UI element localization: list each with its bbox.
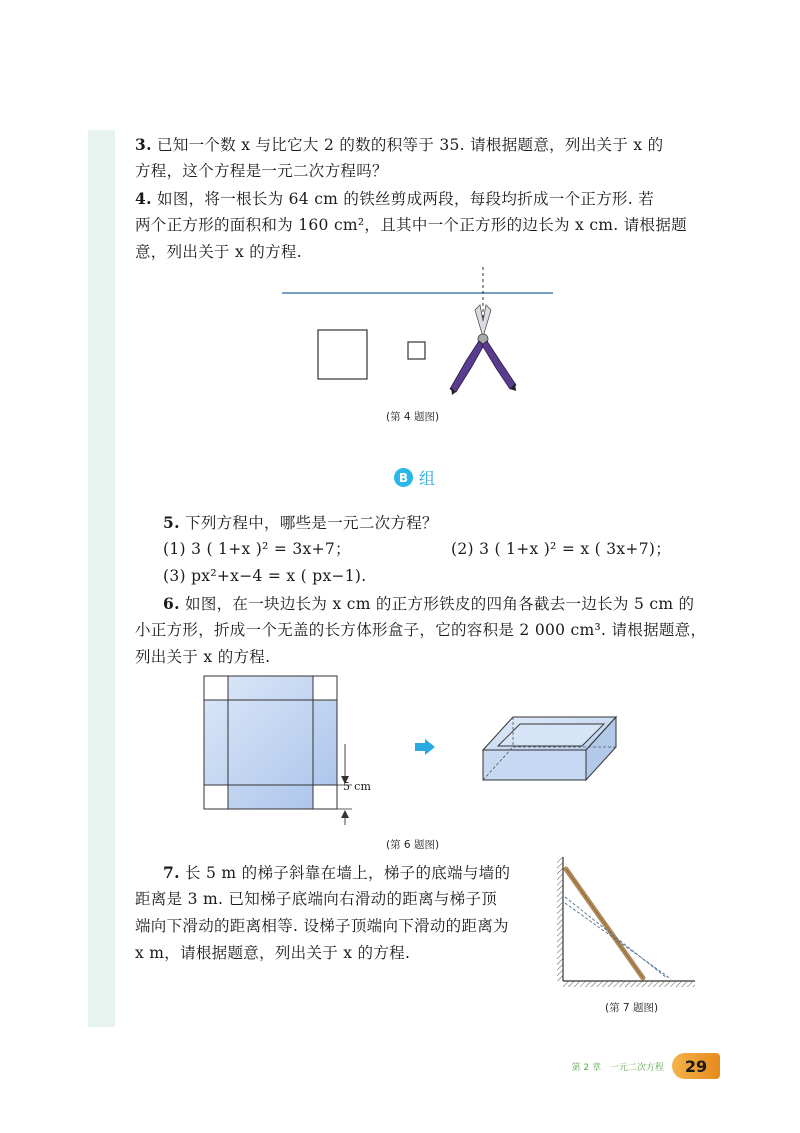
group-badge: B	[394, 468, 413, 487]
corner-cut	[313, 785, 337, 809]
figure-6-box	[478, 712, 623, 787]
page-number: 29	[672, 1053, 720, 1079]
figure-7	[555, 853, 705, 993]
figure-6-net	[200, 672, 380, 832]
problem-7-line-2: 距离是 3 m. 已知梯子底端向右滑动的距离与梯子顶	[135, 890, 498, 908]
page-footer	[572, 1053, 720, 1079]
figure-6-caption: (第 6 题图)	[386, 839, 440, 851]
figure-4-caption: (第 4 题图)	[386, 411, 440, 423]
problem-6-line-2: 小正方形，折成一个无盖的长方体形盒子，它的容积是 2 000 cm³. 请根据题意，	[135, 621, 707, 639]
group-b-header	[394, 466, 435, 489]
problem-3-line-2: 方程，这个方程是一元二次方程吗？	[135, 162, 388, 180]
problem-4-line-2: 两个正方形的面积和为 160 cm²，且其中一个正方形的边长为 x cm. 请根据题	[135, 216, 687, 234]
problem-3-line-1: 3. 已知一个数 x 与比它大 2 的数的积等于 35. 请根据题意，列出关于 x 的	[135, 135, 664, 154]
problem-7-line-3: 端向下滑动的距离相等. 设梯子顶端向下滑动的距离为	[135, 917, 509, 935]
arrow-right-icon	[413, 738, 437, 756]
chapter-label: 第 2 章 一元二次方程	[571, 1062, 664, 1073]
problem-7-line-4: x m，请根据题意，列出关于 x 的方程.	[135, 944, 411, 962]
problem-4-line-1: 4. 如图，将一根长为 64 cm 的铁丝剪成两段，每段均折成一个正方形. 若	[135, 189, 655, 208]
dimension-label: 5 cm	[343, 780, 372, 793]
problem-6-line-1: 6. 如图，在一块边长为 x cm 的正方形铁皮的四角各截去一边长为 5 cm 的	[163, 594, 695, 613]
small-square	[408, 342, 425, 359]
corner-cut	[313, 676, 337, 700]
problem-5-eq-1: (1) 3 ( 1+x )² = 3x+7；	[163, 540, 351, 558]
problem-7-line-1: 7. 长 5 m 的梯子斜靠在墙上，梯子的底端与墙的	[163, 863, 511, 882]
figure-7-caption: (第 7 题图)	[605, 1002, 659, 1014]
problem-4-line-3: 意，列出关于 x 的方程.	[135, 243, 302, 261]
margin-strip	[88, 130, 115, 1027]
corner-cut	[204, 676, 228, 700]
corner-cut	[204, 785, 228, 809]
problem-5-line-1: 5. 下列方程中，哪些是一元二次方程？	[163, 513, 438, 532]
problem-5-eq-2: (2) 3 ( 1+x )² = x ( 3x+7)；	[451, 540, 672, 558]
figure-4	[270, 265, 570, 405]
problem-6-line-3: 列出关于 x 的方程.	[135, 648, 271, 666]
problem-5-eq-3: (3) px²+x−4 = x ( px−1).	[163, 567, 367, 585]
scissors-icon	[450, 305, 516, 395]
large-square	[318, 330, 367, 379]
ladder-moved	[565, 897, 667, 978]
group-label: 组	[419, 469, 436, 488]
